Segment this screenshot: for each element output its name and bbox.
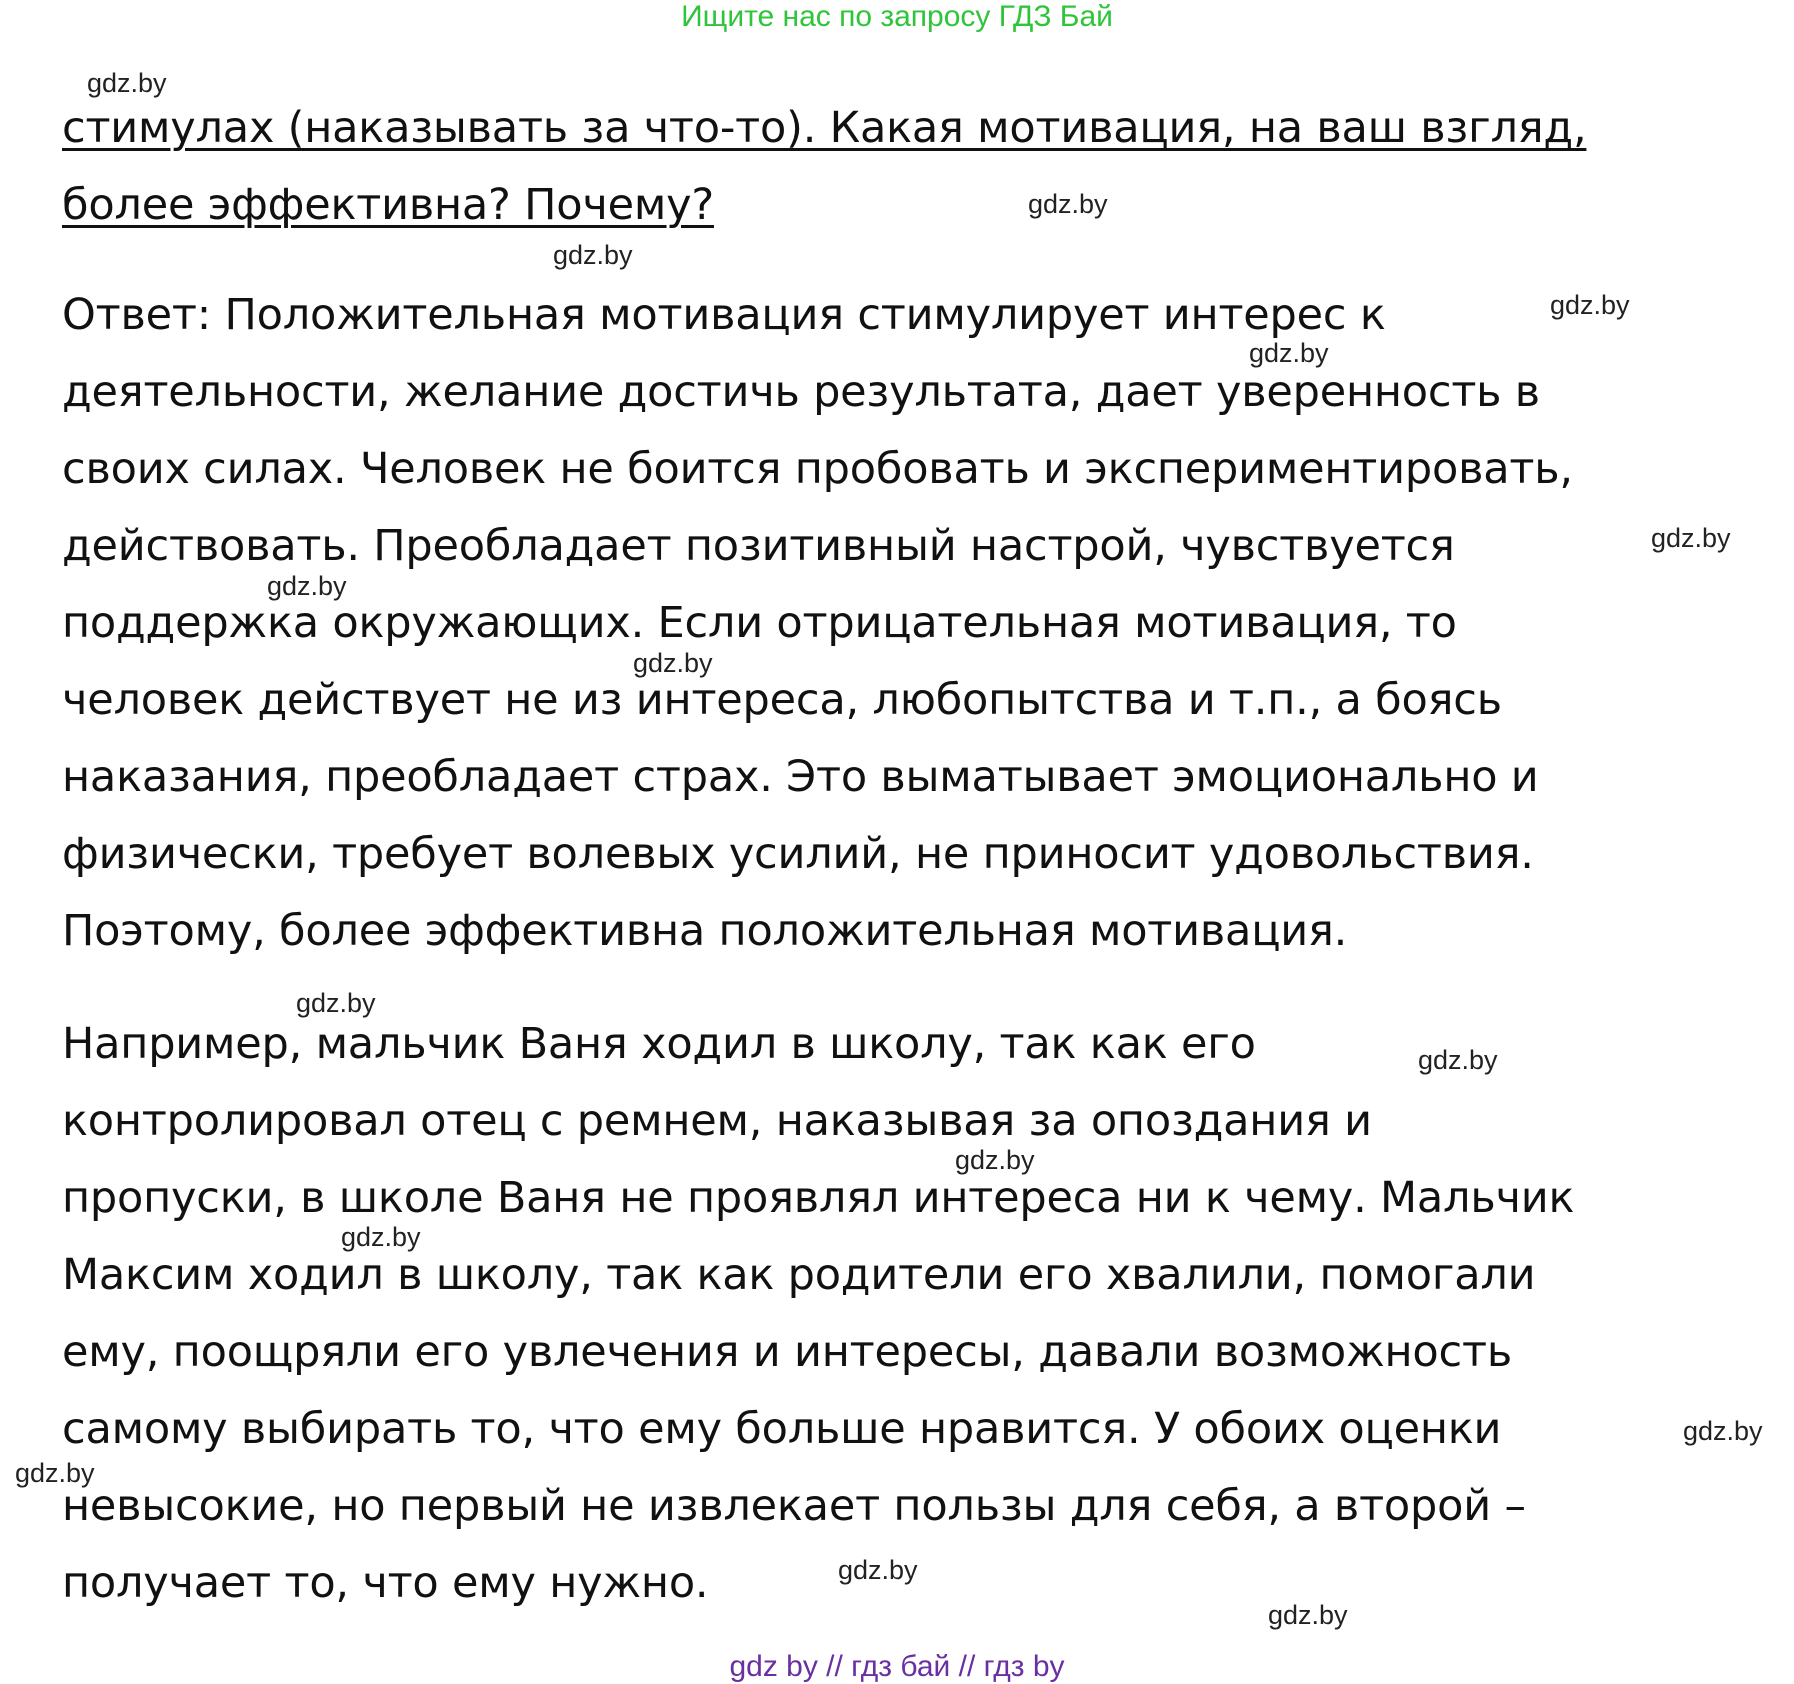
answer-line: человек действует не из интереса, любопытства и т.п., а боясь [62,675,1502,725]
example-line: ему, поощряли его увлечения и интересы, давали возможность [62,1327,1512,1377]
watermark: gdz.by [1550,290,1630,320]
example-line: самому выбирать то, что ему больше нравится. У обоих оценки [62,1404,1502,1454]
watermark: gdz.by [553,240,633,270]
answer-line: деятельности, желание достичь результата, дает уверенность в [62,367,1540,417]
question-line-1: стимулах (наказывать за что-то). Какая мотивация, на ваш взгляд, [62,103,1587,153]
answer-line: поддержка окружающих. Если отрицательная мотивация, то [62,598,1457,648]
watermark: gdz.by [1683,1416,1763,1446]
watermark: gdz.by [955,1145,1035,1175]
answer-line: Поэтому, более эффективна положительная мотивация. [62,906,1348,956]
watermark: gdz.by [15,1458,95,1488]
example-line: Например, мальчик Ваня ходил в школу, так как его [62,1019,1256,1069]
example-line: невысокие, но первый не извлекает пользы для себя, а второй – [62,1481,1526,1531]
watermark: gdz.by [633,648,713,678]
answer-line: физически, требует волевых усилий, не приносит удовольствия. [62,829,1534,879]
footer-links: gdz by // гдз бай // гдз by [729,1650,1065,1683]
answer-line: своих силах. Человек не боится пробовать и экспериментировать, [62,444,1573,494]
watermark: gdz.by [296,988,376,1018]
watermark: gdz.by [341,1222,421,1252]
example-line: получает то, что ему нужно. [62,1558,709,1608]
example-line: пропуски, в школе Ваня не проявлял интереса ни к чему. Мальчик [62,1173,1575,1223]
watermark: gdz.by [1651,523,1731,553]
example-line: Максим ходил в школу, так как родители его хвалили, помогали [62,1250,1536,1300]
watermark: gdz.by [1249,338,1329,368]
watermark: gdz.by [838,1555,918,1585]
watermark: gdz.by [1268,1600,1348,1630]
answer-line: наказания, преобладает страх. Это выматывает эмоционально и [62,752,1539,802]
watermark: gdz.by [267,571,347,601]
site-banner: Ищите нас по запросу ГДЗ Бай [681,0,1113,33]
answer-line: действовать. Преобладает позитивный настрой, чувствуется [62,521,1455,571]
question-line-2: более эффективна? Почему? [62,180,714,230]
example-line: контролировал отец с ремнем, наказывая за опоздания и [62,1096,1372,1146]
watermark: gdz.by [1028,189,1108,219]
answer-line: Ответ: Положительная мотивация стимулирует интерес к [62,290,1386,340]
watermark: gdz.by [1418,1045,1498,1075]
watermark: gdz.by [87,68,167,98]
